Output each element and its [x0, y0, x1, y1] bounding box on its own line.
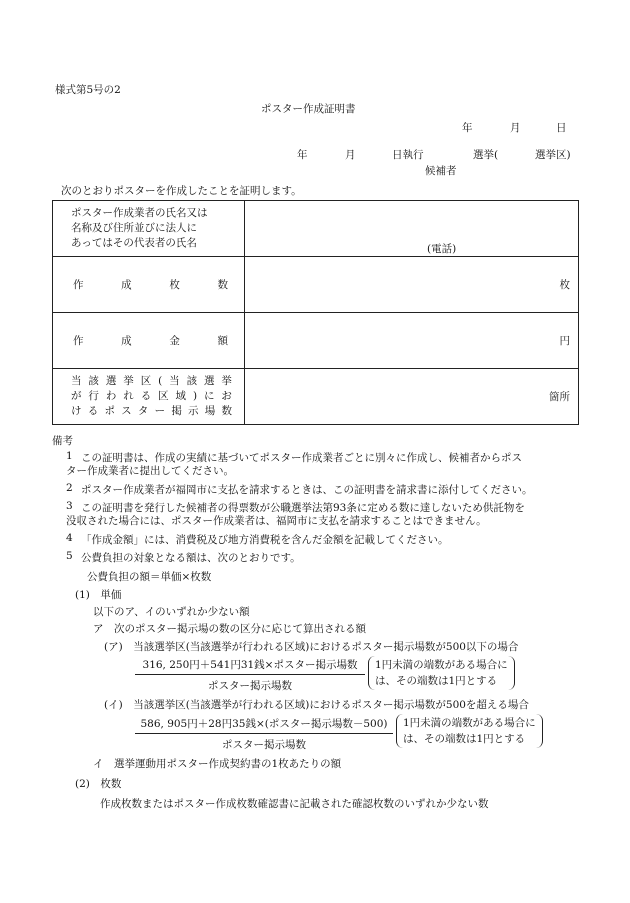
- rounding-note-a1-line: 1円未満の端数がある場合に: [375, 659, 508, 671]
- date-month: 月: [510, 122, 521, 134]
- amount-label-char: 金: [169, 335, 180, 347]
- quantity-desc: 作成枚数またはポスター作成枚数確認書に記載された確認枚数のいずれか少ない数: [100, 798, 489, 810]
- case-a1: (ア) 当該選挙区(当該選挙が行われる区域)におけるポスター掲示場数が500以下の場合: [104, 641, 519, 653]
- poster-sites-value-cell[interactable]: [245, 369, 579, 425]
- poster-sites-label-line: が 行 わ れ る 区 域 ) に お: [71, 390, 232, 402]
- rounding-note-a2-line: 1円未満の端数がある場合に: [403, 717, 536, 729]
- quantity-label-char: 成: [121, 279, 132, 291]
- note-4-line1: 「作成金額」には、消費税及び地方消費税を含んだ金額を記載してください。: [81, 534, 449, 546]
- note-5-number: 5: [66, 550, 73, 562]
- contractor-label-line: ポスター作成業者の氏名又は: [71, 207, 208, 219]
- election-month: 月: [345, 149, 356, 161]
- case-a2: (イ) 当該選挙区(当該選挙が行われる区域)におけるポスター掲示場数が500を超える場合: [104, 699, 529, 711]
- item-a: ア 次のポスター掲示場の数の区分に応じて算出される額: [93, 623, 366, 635]
- quantity-label-char: 数: [217, 279, 228, 291]
- form-number: 様式第5号の2: [55, 84, 121, 96]
- form-table: [52, 200, 579, 425]
- amount-value-cell[interactable]: [245, 313, 579, 369]
- note-1-line2: ター作成業者に提出してください。: [66, 465, 234, 477]
- date-year: 年: [462, 122, 473, 134]
- intro-text: 次のとおりポスターを作成したことを証明します。: [61, 185, 302, 197]
- note-3-number: 3: [66, 500, 73, 512]
- unit-price-desc: 以下のア、イのいずれか少ない額: [93, 606, 250, 618]
- contractor-label-line: 名称及び住所並びに法人に: [71, 222, 197, 234]
- section-unit-price: (1) 単価: [75, 589, 122, 601]
- contractor-label-cell: [53, 201, 245, 257]
- amount-label-char: 額: [217, 335, 228, 347]
- amount-label-cell: [53, 313, 245, 369]
- fraction-a1-numerator: 316, 250円＋541円31銭×ポスター掲示場数: [135, 657, 365, 675]
- election-year: 年: [297, 149, 308, 161]
- quantity-label-cell: [53, 257, 245, 313]
- contractor-value-cell[interactable]: [245, 201, 579, 257]
- item-i: イ 選挙運動用ポスター作成契約書の1枚あたりの額: [93, 758, 342, 770]
- quantity-label-char: 枚: [169, 279, 180, 291]
- quantity-value-cell[interactable]: [245, 257, 579, 313]
- poster-sites-label-line: 当 該 選 挙 区 ( 当 該 選 挙: [71, 375, 232, 387]
- note-1-number: 1: [66, 450, 73, 462]
- note-5-line1: 公費負担の対象となる額は、次のとおりです。: [81, 552, 301, 564]
- poster-sites-label-cell: [53, 369, 245, 425]
- rounding-note-a2: [396, 714, 543, 748]
- election-name: 選挙(: [473, 149, 499, 161]
- subsidy-formula: 公費負担の額＝単価×枚数: [87, 571, 212, 583]
- fraction-a2-numerator: 586, 905円＋28円35銭×(ポスター掲示場数－500): [135, 716, 393, 734]
- poster-sites-unit: 箇所: [549, 391, 570, 403]
- quantity-label-char: 作: [73, 279, 84, 291]
- note-3-line1: この証明書を発行した候補者の得票数が公職選挙法第93条に定める数に達しないため供託物を: [81, 502, 525, 514]
- election-day-exec: 日執行: [392, 149, 424, 161]
- quantity-unit: 枚: [559, 279, 570, 291]
- contractor-label-line: あってはその代表者の氏名: [71, 237, 197, 249]
- note-2-number: 2: [66, 482, 73, 494]
- fraction-a2: [135, 716, 393, 752]
- rounding-note-a1: [368, 656, 515, 690]
- notes-heading: 備考: [52, 435, 73, 447]
- note-1-line1: この証明書は、作成の実績に基づいてポスター作成業者ごとに別々に作成し、候補者からポス: [81, 452, 522, 464]
- fraction-a1: [135, 657, 365, 693]
- amount-label-char: 作: [73, 335, 84, 347]
- rounding-note-a2-line: は、その端数は1円とする: [403, 733, 526, 745]
- note-4-number: 4: [66, 532, 73, 544]
- election-district: 選挙区): [535, 149, 571, 161]
- amount-unit: 円: [559, 335, 570, 347]
- poster-sites-label-line: け る ポ ス タ ー 掲 示 場 数: [71, 405, 232, 417]
- fraction-a1-denominator: ポスター掲示場数: [208, 680, 292, 692]
- note-3-line2: 没収された場合には、ポスター作成業者は、福岡市に支払を請求することはできません。: [66, 515, 487, 527]
- document-title: ポスター作成証明書: [261, 103, 356, 115]
- rounding-note-a1-line: は、その端数は1円とする: [375, 675, 498, 687]
- phone-label: (電話): [427, 243, 457, 255]
- amount-label-char: 成: [121, 335, 132, 347]
- note-2-line1: ポスター作成業者が福岡市に支払を請求するときは、この証明書を請求書に添付してください。: [81, 484, 533, 496]
- date-day: 日: [556, 122, 567, 134]
- section-quantity: (2) 枚数: [75, 778, 122, 790]
- fraction-a2-denominator: ポスター掲示場数: [222, 739, 306, 751]
- candidate-label: 候補者: [425, 165, 457, 177]
